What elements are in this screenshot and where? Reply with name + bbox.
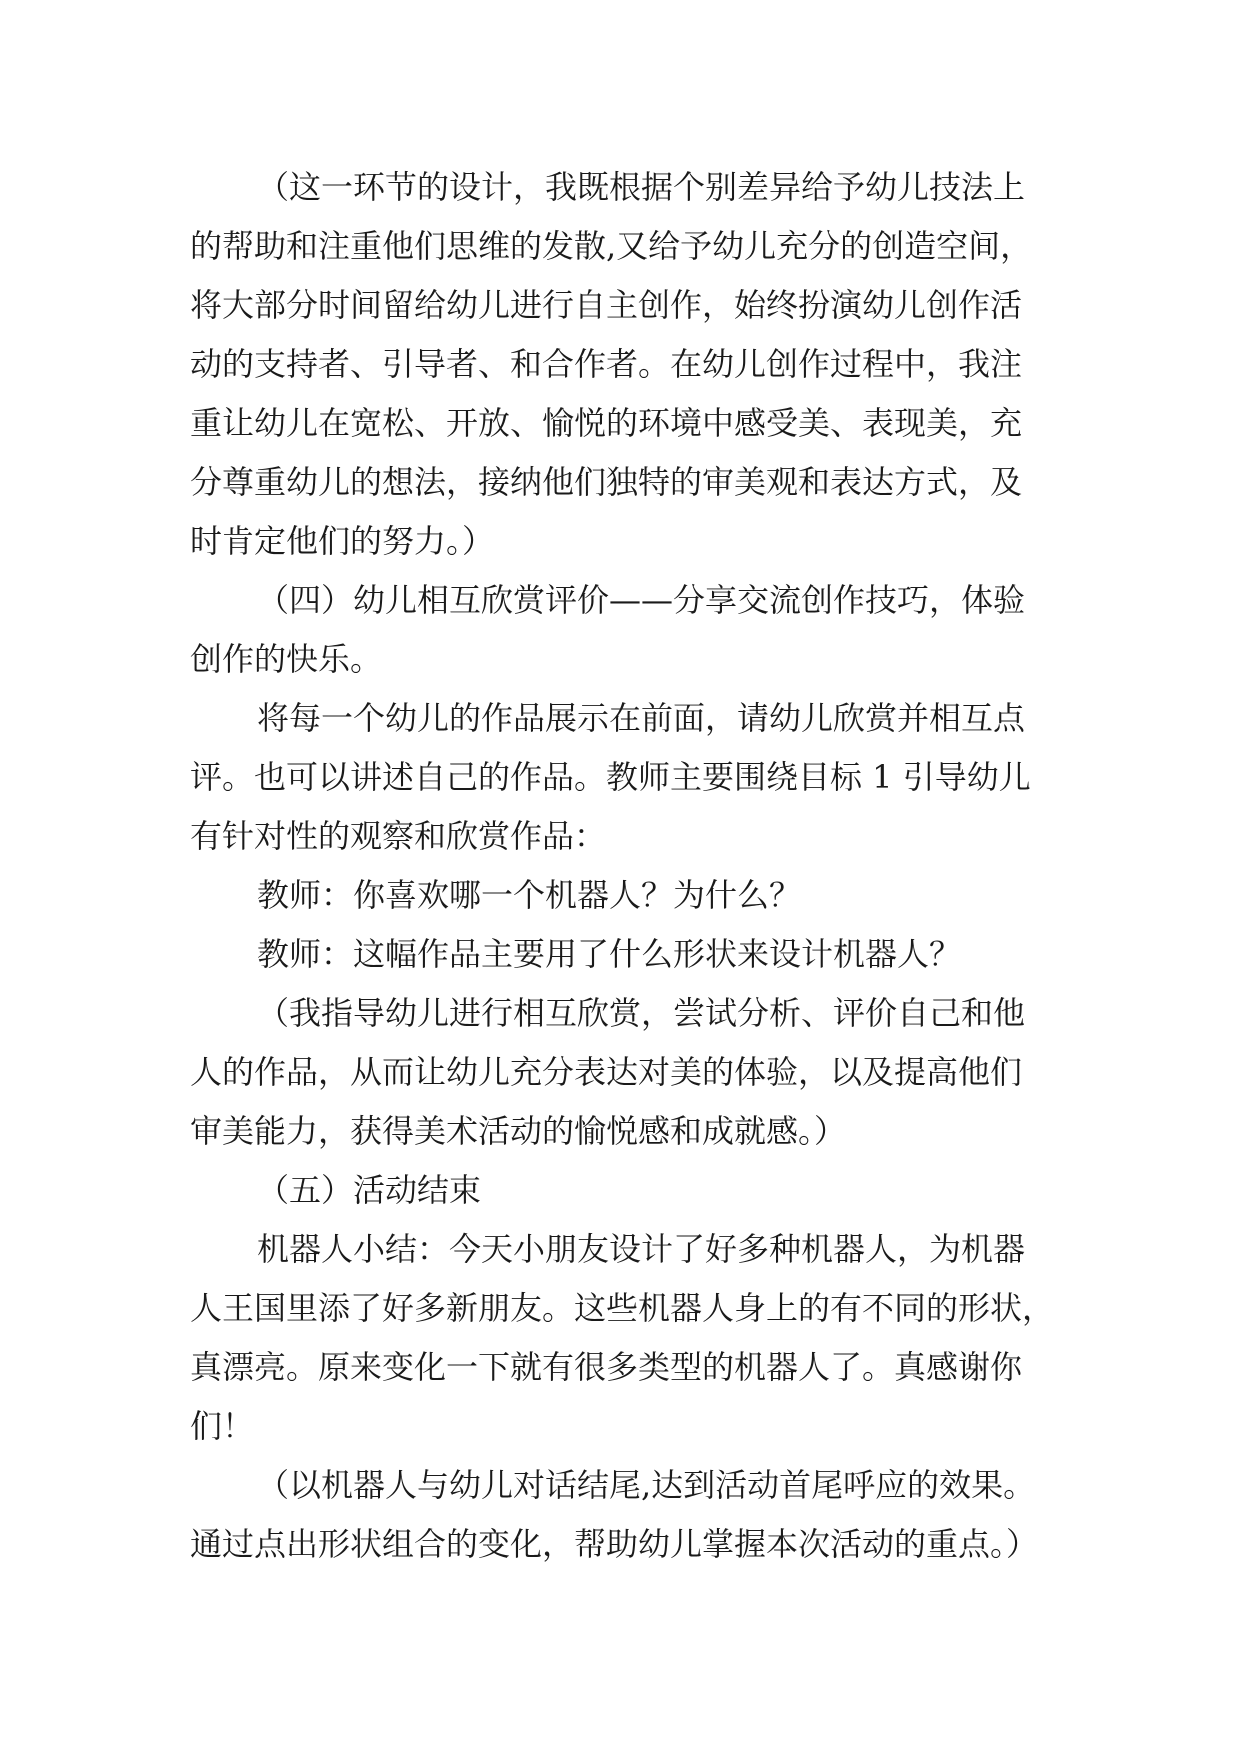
text-line: 有针对性的观察和欣赏作品：	[190, 817, 607, 855]
text-line: 评。也可以讲述自己的作品。教师主要围绕目标 1 引导幼儿	[190, 758, 1031, 796]
text-line: （这一环节的设计，我既根据个别差异给予幼儿技法上	[257, 168, 1026, 206]
text-line: （我指导幼儿进行相互欣赏，尝试分析、评价自己和他	[257, 994, 1026, 1032]
text-line: 教师：这幅作品主要用了什么形状来设计机器人？	[257, 935, 962, 973]
text-line: 的帮助和注重他们思维的发散,又给予幼儿充分的创造空间，	[190, 227, 1033, 265]
text-line: 通过点出形状组合的变化，帮助幼儿掌握本次活动的重点。）	[190, 1525, 1039, 1563]
text-line: 重让幼儿在宽松、开放、愉悦的环境中感受美、表现美，充	[190, 404, 1023, 442]
text-line: 动的支持者、引导者、和合作者。在幼儿创作过程中，我注	[190, 345, 1023, 383]
text-line: 们！	[190, 1407, 255, 1445]
text-line: 分尊重幼儿的想法，接纳他们独特的审美观和表达方式，及	[190, 463, 1023, 501]
text-line: 将大部分时间留给幼儿进行自主创作，始终扮演幼儿创作活	[190, 286, 1023, 324]
text-line: 人的作品，从而让幼儿充分表达对美的体验，以及提高他们	[190, 1053, 1023, 1091]
section-heading-cont: 创作的快乐。	[190, 640, 383, 678]
text-line: 审美能力，获得美术活动的愉悦感和成就感。）	[190, 1112, 847, 1150]
text-line: （以机器人与幼儿对话结尾,达到活动首尾呼应的效果。	[257, 1466, 1036, 1504]
text-line: 机器人小结：今天小朋友设计了好多种机器人，为机器	[257, 1230, 1026, 1268]
text-line: 时肯定他们的努力。）	[190, 522, 495, 560]
section-heading: （四）幼儿相互欣赏评价——分享交流创作技巧，体验	[257, 581, 1026, 619]
section-heading: （五）活动结束	[257, 1171, 482, 1209]
text-line: 人王国里添了好多新朋友。这些机器人身上的有不同的形状，	[190, 1289, 1055, 1327]
text-line: 将每一个幼儿的作品展示在前面，请幼儿欣赏并相互点	[257, 699, 1026, 737]
text-line: 教师：你喜欢哪一个机器人？为什么？	[257, 876, 802, 914]
text-line: 真漂亮。原来变化一下就有很多类型的机器人了。真感谢你	[190, 1348, 1023, 1386]
